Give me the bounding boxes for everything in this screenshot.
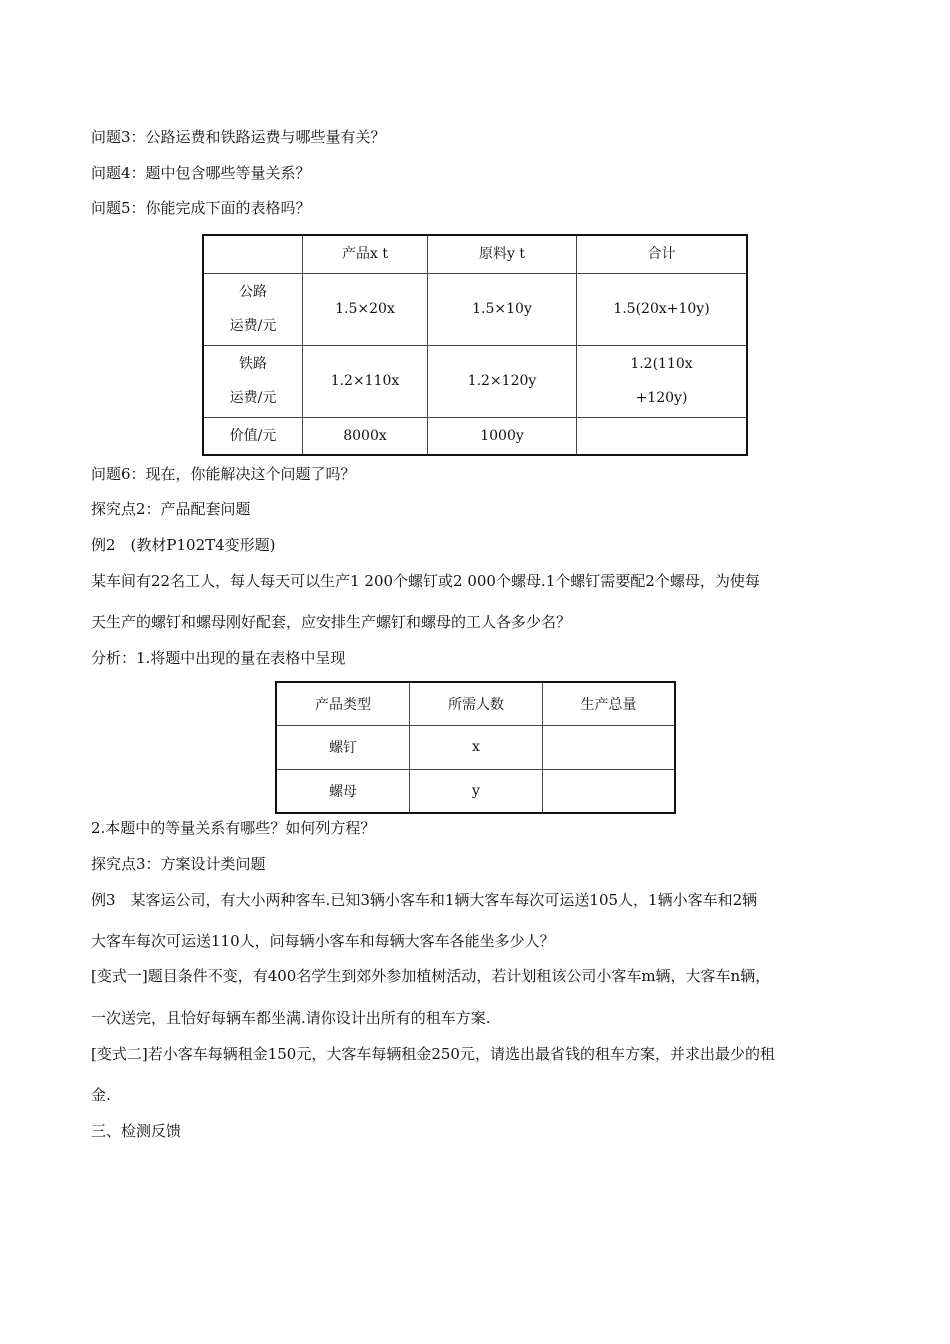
question-6: 问题6：现在，你能解决这个问题了吗？ (91, 465, 356, 483)
row-label: 价值/元 (203, 417, 303, 455)
example-2-text-1: 某车间有22名工人，每人每天可以生产1 200个螺钉或2 000个螺母.1个螺钉需要配2个螺母，为使每 (91, 572, 760, 590)
table-header-cell: 生产总量 (543, 682, 676, 725)
variant-2-text-2: 金. (91, 1086, 111, 1104)
table-cell: 螺钉 (276, 725, 410, 769)
table-cell: 螺母 (276, 769, 410, 813)
table-row (276, 725, 675, 769)
explore-point-3: 探究点3：方案设计类问题 (91, 855, 266, 873)
table-header-cell: 原料y t (428, 235, 577, 273)
question-3: 问题3：公路运费和铁路运费与哪些量有关？ (91, 128, 386, 146)
table-header-cell (203, 235, 303, 273)
table-header-cell: 产品x t (303, 235, 428, 273)
table-cell: 1.5×20x (303, 273, 428, 345)
variant-1-text-1: [变式一]题目条件不变，有400名学生到郊外参加植树活动，若计划租该公司小客车m辆，大客车n辆， (91, 967, 771, 985)
table-cell: 8000x (303, 417, 428, 455)
table-cell: 1.2×120y (428, 345, 577, 417)
example-3-text-1: 例3 某客运公司，有大小两种客车.已知3辆小客车和1辆大客车每次可运送105人，1辆小客车和2辆 (91, 891, 758, 909)
analysis-step-1: 分析：1.将题中出现的量在表格中呈现 (91, 649, 346, 667)
table-header-cell: 合计 (577, 235, 748, 273)
table-header-cell: 所需人数 (410, 682, 543, 725)
table-cell (543, 769, 676, 813)
table-cell: 1.2×110x (303, 345, 428, 417)
table-header-row (276, 682, 675, 725)
question-4: 问题4：题中包含哪些等量关系？ (91, 164, 311, 182)
section-3-heading: 三、检测反馈 (91, 1122, 182, 1140)
table-row (203, 273, 747, 345)
variant-1-text-2: 一次送完，且恰好每辆车都坐满.请你设计出所有的租车方案. (91, 1009, 491, 1027)
explore-point-2: 探究点2：产品配套问题 (91, 500, 251, 518)
question-5: 问题5：你能完成下面的表格吗？ (91, 199, 311, 217)
example-3-text-2: 大客车每次可运送110人，问每辆小客车和每辆大客车各能坐多少人？ (91, 932, 555, 950)
variant-2-text-1: [变式二]若小客车每辆租金150元，大客车每辆租金250元，请选出最省钱的租车方案，并求出最少的租 (91, 1045, 775, 1063)
table-header-row (203, 235, 747, 273)
table-row (203, 345, 747, 417)
table-cell (577, 417, 748, 455)
table-header-cell: 产品类型 (276, 682, 410, 725)
row-label: 公路 运费/元 (203, 273, 303, 345)
analysis-step-2: 2.本题中的等量关系有哪些？如何列方程？ (91, 819, 376, 837)
table-row (203, 417, 747, 455)
example-2-heading: 例2 (教材P102T4变形题) (91, 536, 276, 554)
freight-table (202, 234, 748, 456)
table-cell: y (410, 769, 543, 813)
table-row (276, 769, 675, 813)
table-cell: x (410, 725, 543, 769)
table-cell: 1.5×10y (428, 273, 577, 345)
table-cell: 1000y (428, 417, 577, 455)
table-cell (543, 725, 676, 769)
row-label: 铁路 运费/元 (203, 345, 303, 417)
table-cell: 1.2(110x +120y) (577, 345, 748, 417)
production-table (275, 681, 676, 814)
example-2-text-2: 天生产的螺钉和螺母刚好配套，应安排生产螺钉和螺母的工人各多少名？ (91, 613, 572, 631)
table-cell: 1.5(20x+10y) (577, 273, 748, 345)
